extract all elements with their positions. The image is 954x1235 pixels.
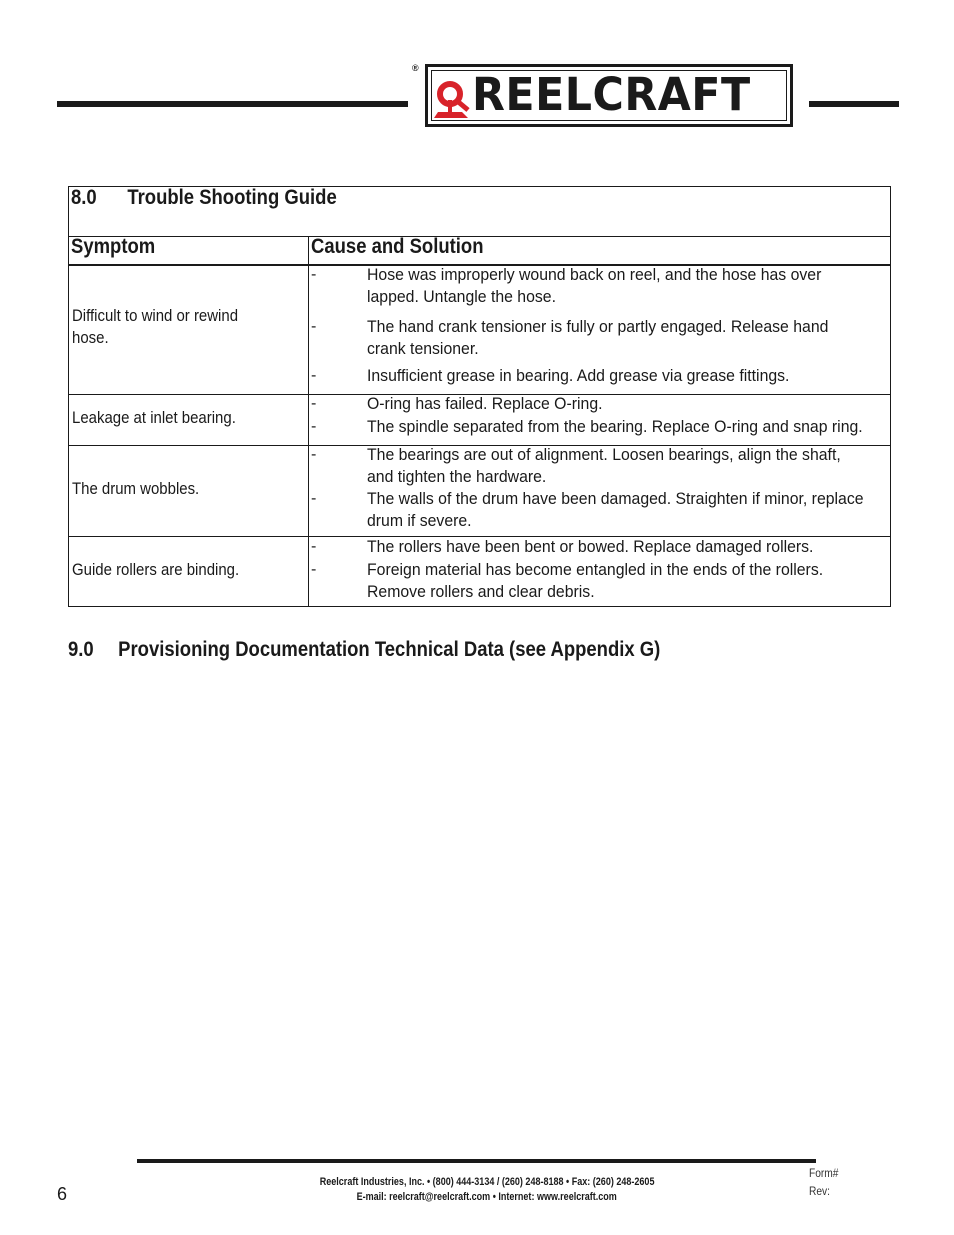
footer-web-line: E-mail: reelcraft@reelcraft.com • Internet: www.reelcraft.com (356, 1191, 618, 1203)
solution-1-2: The hand crank tensioner is fully or partly engaged. Release hand crank tensioner. (367, 317, 829, 358)
symptom-row-2: Leakage at inlet bearing. (72, 408, 236, 427)
section-9-heading (68, 638, 741, 662)
bullet: - (311, 490, 317, 507)
trouble-shooting-table (68, 186, 891, 607)
column-divider (308, 236, 309, 606)
solution-3-2: The walls of the drum have been damaged. Straighten if minor, replace drum if severe. (367, 489, 864, 530)
solution-4-1: The rollers have been bent or bowed. Replace damaged rollers. (367, 537, 814, 556)
symptom-row-1: Difficult to wind or rewind hose. (72, 306, 239, 347)
bullet: - (311, 395, 317, 412)
bullet: - (311, 266, 317, 283)
footer-contact-line: Reelcraft Industries, Inc. • (800) 444-3134 / (260) 248-8188 • Fax: (260) 248-2605 (319, 1176, 655, 1188)
form-number-label: Form# (809, 1166, 839, 1180)
guide-number: 8.0 (71, 186, 97, 209)
guide-title-text: Trouble Shooting Guide (127, 186, 337, 209)
reel-q-icon (434, 74, 472, 118)
guide-title (71, 187, 373, 209)
cause-header: Cause and Solution (311, 235, 484, 258)
bullet: - (311, 561, 317, 578)
symptom-row-4: Guide rollers are binding. (72, 560, 240, 579)
solution-3-1: The bearings are out of alignment. Loosen bearings, align the shaft, and tighten the hardware. (367, 445, 841, 486)
footer-rule (137, 1159, 816, 1163)
registered-mark: ® (412, 63, 419, 73)
solution-1-1: Hose was improperly wound back on reel, and the hose has over lapped. Untangle the hose. (367, 265, 822, 306)
symptom-row-3: The drum wobbles. (72, 479, 200, 498)
header-rule-left (57, 101, 408, 107)
bullet: - (311, 318, 317, 335)
bullet: - (311, 418, 317, 435)
page-number: 6 (57, 1184, 68, 1204)
bullet: - (311, 538, 317, 555)
section-9-number: 9.0 (68, 638, 94, 661)
bullet: - (311, 367, 317, 384)
bullet: - (311, 446, 317, 463)
revision-label: Rev: (809, 1184, 830, 1198)
logo-wordmark: REELCRAFT (472, 68, 751, 121)
solution-1-3: Insufficient grease in bearing. Add grease via grease fittings. (367, 366, 790, 385)
solution-4-2: Foreign material has become entangled in the ends of the rollers. Remove rollers and clear debris. (367, 560, 824, 601)
solution-2-1: O-ring has failed. Replace O-ring. (367, 394, 603, 413)
section-9-title: Provisioning Documentation Technical Data (see Appendix G) (118, 638, 661, 661)
header-rule-right (809, 101, 899, 107)
symptom-header: Symptom (71, 235, 156, 258)
reelcraft-logo (425, 64, 793, 127)
solution-2-2: The spindle separated from the bearing. Replace O-ring and snap ring. (367, 417, 863, 436)
